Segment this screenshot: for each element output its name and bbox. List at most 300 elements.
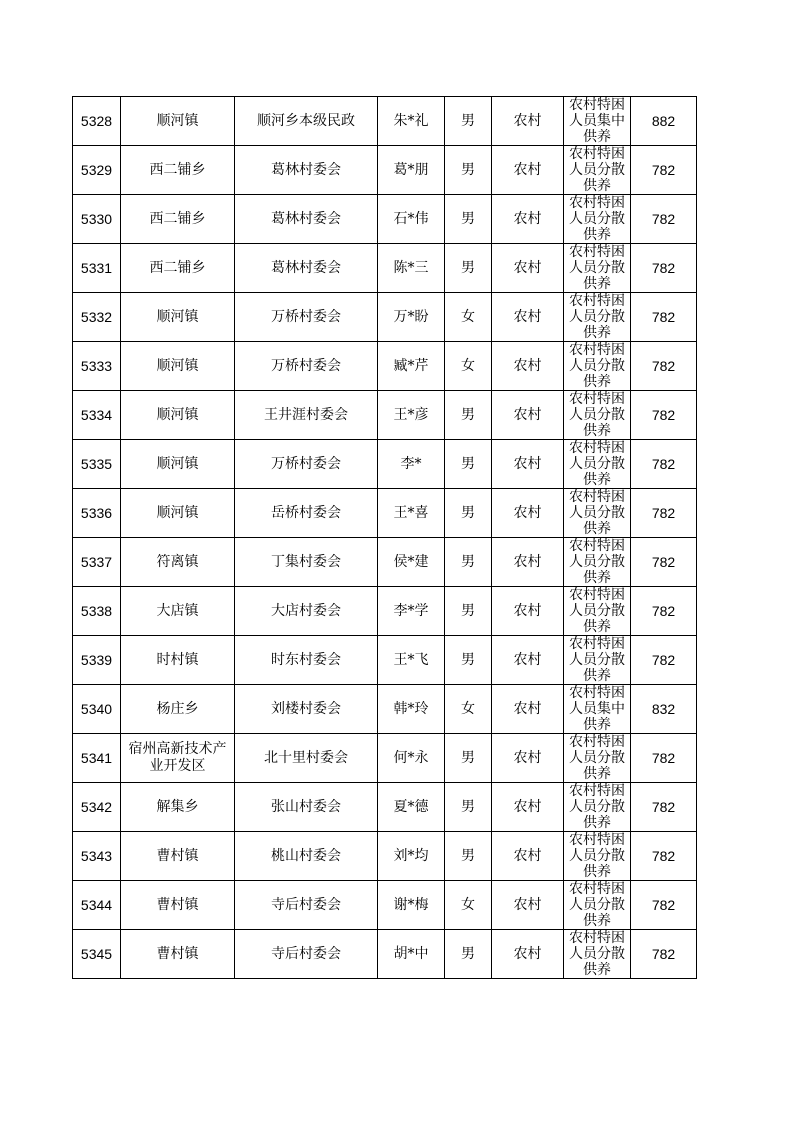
amount-cell bbox=[631, 489, 697, 538]
table-row bbox=[73, 930, 697, 979]
town-cell-text: 符离镇 bbox=[156, 553, 199, 570]
area-cell bbox=[492, 342, 564, 391]
gender-cell-text: 女 bbox=[461, 308, 475, 325]
row-id-cell bbox=[73, 146, 121, 195]
town-cell bbox=[121, 832, 235, 881]
row-id-cell bbox=[73, 734, 121, 783]
person-name-cell-text: 何*永 bbox=[393, 749, 429, 766]
gender-cell bbox=[445, 783, 492, 832]
row-id-cell bbox=[73, 930, 121, 979]
town-cell bbox=[121, 685, 235, 734]
town-cell-text: 时村镇 bbox=[156, 651, 199, 668]
area-cell bbox=[492, 636, 564, 685]
support-type-cell-text: 农村特困人员分散供养 bbox=[569, 636, 625, 684]
amount-cell bbox=[631, 832, 697, 881]
unit-cell-text: 万桥村委会 bbox=[271, 308, 341, 325]
gender-cell-text: 男 bbox=[461, 602, 475, 619]
town-cell-text: 曹村镇 bbox=[156, 847, 199, 864]
row-id-cell bbox=[73, 783, 121, 832]
unit-cell bbox=[235, 293, 378, 342]
row-id-cell-text: 5345 bbox=[80, 945, 113, 962]
gender-cell-text: 女 bbox=[461, 700, 475, 717]
area-cell-text: 农村 bbox=[513, 210, 542, 227]
table-row bbox=[73, 489, 697, 538]
row-id-cell-text: 5340 bbox=[80, 700, 113, 717]
gender-cell bbox=[445, 832, 492, 881]
row-id-cell-text: 5339 bbox=[80, 651, 113, 668]
amount-cell bbox=[631, 685, 697, 734]
person-name-cell-text: 王*飞 bbox=[393, 651, 429, 668]
area-cell-text: 农村 bbox=[513, 945, 542, 962]
support-type-cell bbox=[564, 832, 631, 881]
table-row bbox=[73, 293, 697, 342]
gender-cell bbox=[445, 97, 492, 146]
support-type-cell bbox=[564, 489, 631, 538]
amount-cell-text: 782 bbox=[651, 357, 676, 374]
person-name-cell-text: 韩*玲 bbox=[393, 700, 429, 717]
unit-cell-text: 万桥村委会 bbox=[271, 455, 341, 472]
unit-cell bbox=[235, 587, 378, 636]
amount-cell-text: 782 bbox=[651, 553, 676, 570]
town-cell bbox=[121, 391, 235, 440]
amount-cell-text: 782 bbox=[651, 847, 676, 864]
area-cell-text: 农村 bbox=[513, 308, 542, 325]
unit-cell bbox=[235, 97, 378, 146]
area-cell-text: 农村 bbox=[513, 602, 542, 619]
area-cell bbox=[492, 685, 564, 734]
gender-cell bbox=[445, 146, 492, 195]
row-id-cell-text: 5331 bbox=[80, 259, 113, 276]
unit-cell bbox=[235, 538, 378, 587]
area-cell-text: 农村 bbox=[513, 112, 542, 129]
unit-cell-text: 葛林村委会 bbox=[271, 161, 341, 178]
support-type-cell bbox=[564, 97, 631, 146]
amount-cell-text: 782 bbox=[651, 798, 676, 815]
person-name-cell bbox=[378, 685, 445, 734]
unit-cell bbox=[235, 440, 378, 489]
amount-cell bbox=[631, 195, 697, 244]
row-id-cell-text: 5335 bbox=[80, 455, 113, 472]
amount-cell bbox=[631, 587, 697, 636]
gender-cell-text: 男 bbox=[461, 847, 475, 864]
person-name-cell-text: 王*喜 bbox=[393, 504, 429, 521]
gender-cell bbox=[445, 636, 492, 685]
row-id-cell-text: 5333 bbox=[80, 357, 113, 374]
support-type-cell bbox=[564, 146, 631, 195]
amount-cell-text: 782 bbox=[651, 259, 676, 276]
row-id-cell bbox=[73, 293, 121, 342]
unit-cell bbox=[235, 832, 378, 881]
table-row bbox=[73, 440, 697, 489]
person-name-cell bbox=[378, 587, 445, 636]
town-cell bbox=[121, 146, 235, 195]
person-name-cell bbox=[378, 881, 445, 930]
table-row bbox=[73, 244, 697, 293]
person-name-cell-text: 李* bbox=[400, 455, 422, 472]
unit-cell-text: 岳桥村委会 bbox=[271, 504, 341, 521]
person-name-cell bbox=[378, 538, 445, 587]
gender-cell bbox=[445, 881, 492, 930]
town-cell-text: 顺河镇 bbox=[156, 455, 199, 472]
unit-cell-text: 万桥村委会 bbox=[271, 357, 341, 374]
gender-cell bbox=[445, 538, 492, 587]
support-type-cell-text: 农村特困人员分散供养 bbox=[569, 734, 625, 782]
area-cell bbox=[492, 391, 564, 440]
area-cell-text: 农村 bbox=[513, 651, 542, 668]
gender-cell bbox=[445, 587, 492, 636]
row-id-cell-text: 5330 bbox=[80, 210, 113, 227]
amount-cell-text: 782 bbox=[651, 210, 676, 227]
amount-cell-text: 782 bbox=[651, 308, 676, 325]
town-cell bbox=[121, 538, 235, 587]
area-cell bbox=[492, 783, 564, 832]
gender-cell-text: 女 bbox=[461, 896, 475, 913]
support-type-cell-text: 农村特困人员分散供养 bbox=[569, 930, 625, 978]
gender-cell-text: 男 bbox=[461, 651, 475, 668]
person-name-cell-text: 臧*芹 bbox=[393, 357, 429, 374]
row-id-cell-text: 5338 bbox=[80, 602, 113, 619]
town-cell-text: 西二铺乡 bbox=[149, 210, 206, 227]
town-cell-text: 西二铺乡 bbox=[149, 161, 206, 178]
gender-cell bbox=[445, 440, 492, 489]
amount-cell-text: 782 bbox=[651, 896, 676, 913]
amount-cell bbox=[631, 391, 697, 440]
row-id-cell bbox=[73, 244, 121, 293]
support-type-cell-text: 农村特困人员分散供养 bbox=[569, 587, 625, 635]
person-name-cell bbox=[378, 97, 445, 146]
support-type-cell bbox=[564, 195, 631, 244]
unit-cell bbox=[235, 734, 378, 783]
row-id-cell bbox=[73, 538, 121, 587]
table-row bbox=[73, 685, 697, 734]
support-type-cell bbox=[564, 881, 631, 930]
unit-cell bbox=[235, 244, 378, 293]
amount-cell bbox=[631, 734, 697, 783]
unit-cell-text: 刘楼村委会 bbox=[271, 700, 341, 717]
person-name-cell bbox=[378, 244, 445, 293]
gender-cell bbox=[445, 293, 492, 342]
town-cell-text: 顺河镇 bbox=[156, 357, 199, 374]
unit-cell-text: 北十里村委会 bbox=[264, 749, 348, 766]
person-name-cell-text: 李*学 bbox=[393, 602, 429, 619]
unit-cell-text: 张山村委会 bbox=[271, 798, 341, 815]
table-row bbox=[73, 391, 697, 440]
person-name-cell bbox=[378, 293, 445, 342]
unit-cell bbox=[235, 146, 378, 195]
person-name-cell-text: 刘*均 bbox=[393, 847, 429, 864]
amount-cell bbox=[631, 342, 697, 391]
support-type-cell-text: 农村特困人员分散供养 bbox=[569, 489, 625, 537]
row-id-cell bbox=[73, 587, 121, 636]
unit-cell bbox=[235, 636, 378, 685]
support-type-cell bbox=[564, 391, 631, 440]
area-cell bbox=[492, 930, 564, 979]
town-cell-text: 顺河镇 bbox=[156, 308, 199, 325]
unit-cell-text: 时东村委会 bbox=[271, 651, 341, 668]
area-cell-text: 农村 bbox=[513, 161, 542, 178]
area-cell-text: 农村 bbox=[513, 504, 542, 521]
area-cell-text: 农村 bbox=[513, 847, 542, 864]
unit-cell-text: 王井涯村委会 bbox=[264, 406, 348, 423]
roster-table bbox=[72, 96, 697, 979]
town-cell-text: 曹村镇 bbox=[156, 945, 199, 962]
table-row bbox=[73, 636, 697, 685]
row-id-cell-text: 5332 bbox=[80, 308, 113, 325]
row-id-cell bbox=[73, 195, 121, 244]
area-cell-text: 农村 bbox=[513, 798, 542, 815]
person-name-cell-text: 胡*中 bbox=[393, 945, 429, 962]
table-row bbox=[73, 195, 697, 244]
gender-cell bbox=[445, 685, 492, 734]
support-type-cell-text: 农村特困人员分散供养 bbox=[569, 783, 625, 831]
area-cell bbox=[492, 195, 564, 244]
row-id-cell-text: 5342 bbox=[80, 798, 113, 815]
gender-cell-text: 男 bbox=[461, 112, 475, 129]
area-cell bbox=[492, 538, 564, 587]
unit-cell-text: 丁集村委会 bbox=[271, 553, 341, 570]
amount-cell bbox=[631, 97, 697, 146]
support-type-cell-text: 农村特困人员集中供养 bbox=[569, 685, 625, 733]
person-name-cell-text: 石*伟 bbox=[393, 210, 429, 227]
person-name-cell bbox=[378, 783, 445, 832]
gender-cell-text: 女 bbox=[461, 357, 475, 374]
support-type-cell-text: 农村特困人员分散供养 bbox=[569, 832, 625, 880]
town-cell bbox=[121, 636, 235, 685]
unit-cell-text: 寺后村委会 bbox=[271, 945, 341, 962]
town-cell-text: 顺河镇 bbox=[156, 406, 199, 423]
support-type-cell bbox=[564, 930, 631, 979]
area-cell bbox=[492, 734, 564, 783]
row-id-cell bbox=[73, 881, 121, 930]
person-name-cell bbox=[378, 930, 445, 979]
unit-cell bbox=[235, 685, 378, 734]
person-name-cell bbox=[378, 489, 445, 538]
gender-cell bbox=[445, 244, 492, 293]
person-name-cell bbox=[378, 440, 445, 489]
row-id-cell bbox=[73, 342, 121, 391]
person-name-cell bbox=[378, 342, 445, 391]
town-cell-text: 解集乡 bbox=[156, 798, 199, 815]
table-row bbox=[73, 342, 697, 391]
table-row bbox=[73, 538, 697, 587]
area-cell bbox=[492, 587, 564, 636]
row-id-cell-text: 5337 bbox=[80, 553, 113, 570]
town-cell bbox=[121, 881, 235, 930]
area-cell bbox=[492, 440, 564, 489]
amount-cell bbox=[631, 293, 697, 342]
amount-cell bbox=[631, 146, 697, 195]
person-name-cell bbox=[378, 391, 445, 440]
row-id-cell bbox=[73, 440, 121, 489]
amount-cell bbox=[631, 783, 697, 832]
town-cell bbox=[121, 97, 235, 146]
amount-cell bbox=[631, 636, 697, 685]
area-cell bbox=[492, 97, 564, 146]
row-id-cell-text: 5343 bbox=[80, 847, 113, 864]
unit-cell-text: 葛林村委会 bbox=[271, 210, 341, 227]
gender-cell-text: 男 bbox=[461, 553, 475, 570]
amount-cell-text: 782 bbox=[651, 455, 676, 472]
table-row bbox=[73, 146, 697, 195]
support-type-cell bbox=[564, 244, 631, 293]
support-type-cell-text: 农村特困人员分散供养 bbox=[569, 538, 625, 586]
row-id-cell bbox=[73, 97, 121, 146]
gender-cell-text: 男 bbox=[461, 798, 475, 815]
unit-cell bbox=[235, 881, 378, 930]
town-cell-text: 顺河镇 bbox=[156, 112, 199, 129]
person-name-cell-text: 陈*三 bbox=[393, 259, 429, 276]
table-row bbox=[73, 97, 697, 146]
unit-cell-text: 顺河乡本级民政 bbox=[257, 112, 355, 129]
area-cell-text: 农村 bbox=[513, 749, 542, 766]
support-type-cell bbox=[564, 538, 631, 587]
area-cell bbox=[492, 244, 564, 293]
gender-cell-text: 男 bbox=[461, 406, 475, 423]
area-cell-text: 农村 bbox=[513, 455, 542, 472]
town-cell bbox=[121, 489, 235, 538]
row-id-cell-text: 5328 bbox=[80, 112, 113, 129]
person-name-cell-text: 葛*朋 bbox=[393, 161, 429, 178]
amount-cell bbox=[631, 440, 697, 489]
row-id-cell bbox=[73, 832, 121, 881]
row-id-cell-text: 5341 bbox=[80, 749, 113, 766]
support-type-cell-text: 农村特困人员分散供养 bbox=[569, 293, 625, 341]
row-id-cell bbox=[73, 489, 121, 538]
unit-cell-text: 葛林村委会 bbox=[271, 259, 341, 276]
area-cell-text: 农村 bbox=[513, 553, 542, 570]
amount-cell bbox=[631, 244, 697, 293]
support-type-cell-text: 农村特困人员分散供养 bbox=[569, 391, 625, 439]
table-row bbox=[73, 881, 697, 930]
person-name-cell bbox=[378, 146, 445, 195]
town-cell bbox=[121, 440, 235, 489]
amount-cell-text: 782 bbox=[651, 602, 676, 619]
area-cell bbox=[492, 832, 564, 881]
unit-cell-text: 桃山村委会 bbox=[271, 847, 341, 864]
roster-body bbox=[73, 97, 697, 979]
amount-cell-text: 782 bbox=[651, 406, 676, 423]
support-type-cell bbox=[564, 734, 631, 783]
town-cell-text: 大店镇 bbox=[156, 602, 199, 619]
row-id-cell bbox=[73, 636, 121, 685]
gender-cell bbox=[445, 930, 492, 979]
row-id-cell-text: 5329 bbox=[80, 161, 113, 178]
table-row bbox=[73, 734, 697, 783]
town-cell bbox=[121, 930, 235, 979]
area-cell bbox=[492, 293, 564, 342]
town-cell bbox=[121, 293, 235, 342]
row-id-cell-text: 5336 bbox=[80, 504, 113, 521]
area-cell-text: 农村 bbox=[513, 406, 542, 423]
table-row bbox=[73, 783, 697, 832]
town-cell-text: 曹村镇 bbox=[156, 896, 199, 913]
person-name-cell-text: 王*彦 bbox=[393, 406, 429, 423]
town-cell bbox=[121, 783, 235, 832]
row-id-cell-text: 5344 bbox=[80, 896, 113, 913]
support-type-cell-text: 农村特困人员分散供养 bbox=[569, 881, 625, 929]
area-cell-text: 农村 bbox=[513, 357, 542, 374]
person-name-cell-text: 侯*建 bbox=[393, 553, 429, 570]
support-type-cell bbox=[564, 342, 631, 391]
town-cell-text: 西二铺乡 bbox=[149, 259, 206, 276]
support-type-cell-text: 农村特困人员分散供养 bbox=[569, 440, 625, 488]
gender-cell bbox=[445, 734, 492, 783]
town-cell-text: 杨庄乡 bbox=[156, 700, 199, 717]
gender-cell-text: 男 bbox=[461, 455, 475, 472]
table-row bbox=[73, 587, 697, 636]
unit-cell bbox=[235, 342, 378, 391]
town-cell-text: 顺河镇 bbox=[156, 504, 199, 521]
gender-cell bbox=[445, 195, 492, 244]
town-cell-text: 宿州高新技术产业开发区 bbox=[128, 741, 227, 774]
amount-cell-text: 832 bbox=[651, 700, 676, 717]
row-id-cell-text: 5334 bbox=[80, 406, 113, 423]
area-cell bbox=[492, 881, 564, 930]
gender-cell-text: 男 bbox=[461, 504, 475, 521]
amount-cell-text: 782 bbox=[651, 161, 676, 178]
unit-cell bbox=[235, 391, 378, 440]
unit-cell bbox=[235, 489, 378, 538]
area-cell bbox=[492, 489, 564, 538]
support-type-cell-text: 农村特困人员分散供养 bbox=[569, 342, 625, 390]
support-type-cell bbox=[564, 440, 631, 489]
person-name-cell-text: 万*盼 bbox=[393, 308, 429, 325]
support-type-cell-text: 农村特困人员集中供养 bbox=[569, 97, 625, 145]
town-cell bbox=[121, 734, 235, 783]
amount-cell bbox=[631, 538, 697, 587]
amount-cell-text: 882 bbox=[651, 112, 676, 129]
gender-cell-text: 男 bbox=[461, 259, 475, 276]
person-name-cell bbox=[378, 195, 445, 244]
person-name-cell bbox=[378, 636, 445, 685]
gender-cell-text: 男 bbox=[461, 749, 475, 766]
support-type-cell bbox=[564, 293, 631, 342]
support-type-cell bbox=[564, 685, 631, 734]
person-name-cell bbox=[378, 734, 445, 783]
support-type-cell-text: 农村特困人员分散供养 bbox=[569, 146, 625, 194]
area-cell-text: 农村 bbox=[513, 259, 542, 276]
amount-cell-text: 782 bbox=[651, 749, 676, 766]
area-cell bbox=[492, 146, 564, 195]
amount-cell-text: 782 bbox=[651, 504, 676, 521]
town-cell bbox=[121, 587, 235, 636]
row-id-cell bbox=[73, 391, 121, 440]
support-type-cell bbox=[564, 783, 631, 832]
table-row bbox=[73, 832, 697, 881]
gender-cell bbox=[445, 342, 492, 391]
gender-cell-text: 男 bbox=[461, 210, 475, 227]
town-cell bbox=[121, 195, 235, 244]
unit-cell bbox=[235, 195, 378, 244]
person-name-cell-text: 夏*德 bbox=[393, 798, 429, 815]
gender-cell-text: 男 bbox=[461, 945, 475, 962]
unit-cell-text: 寺后村委会 bbox=[271, 896, 341, 913]
gender-cell-text: 男 bbox=[461, 161, 475, 178]
support-type-cell-text: 农村特困人员分散供养 bbox=[569, 244, 625, 292]
person-name-cell-text: 谢*梅 bbox=[393, 896, 429, 913]
amount-cell bbox=[631, 881, 697, 930]
gender-cell bbox=[445, 391, 492, 440]
amount-cell-text: 782 bbox=[651, 651, 676, 668]
row-id-cell bbox=[73, 685, 121, 734]
unit-cell-text: 大店村委会 bbox=[271, 602, 341, 619]
amount-cell-text: 782 bbox=[651, 945, 676, 962]
person-name-cell-text: 朱*礼 bbox=[393, 112, 429, 129]
unit-cell bbox=[235, 930, 378, 979]
town-cell bbox=[121, 342, 235, 391]
support-type-cell bbox=[564, 636, 631, 685]
gender-cell bbox=[445, 489, 492, 538]
